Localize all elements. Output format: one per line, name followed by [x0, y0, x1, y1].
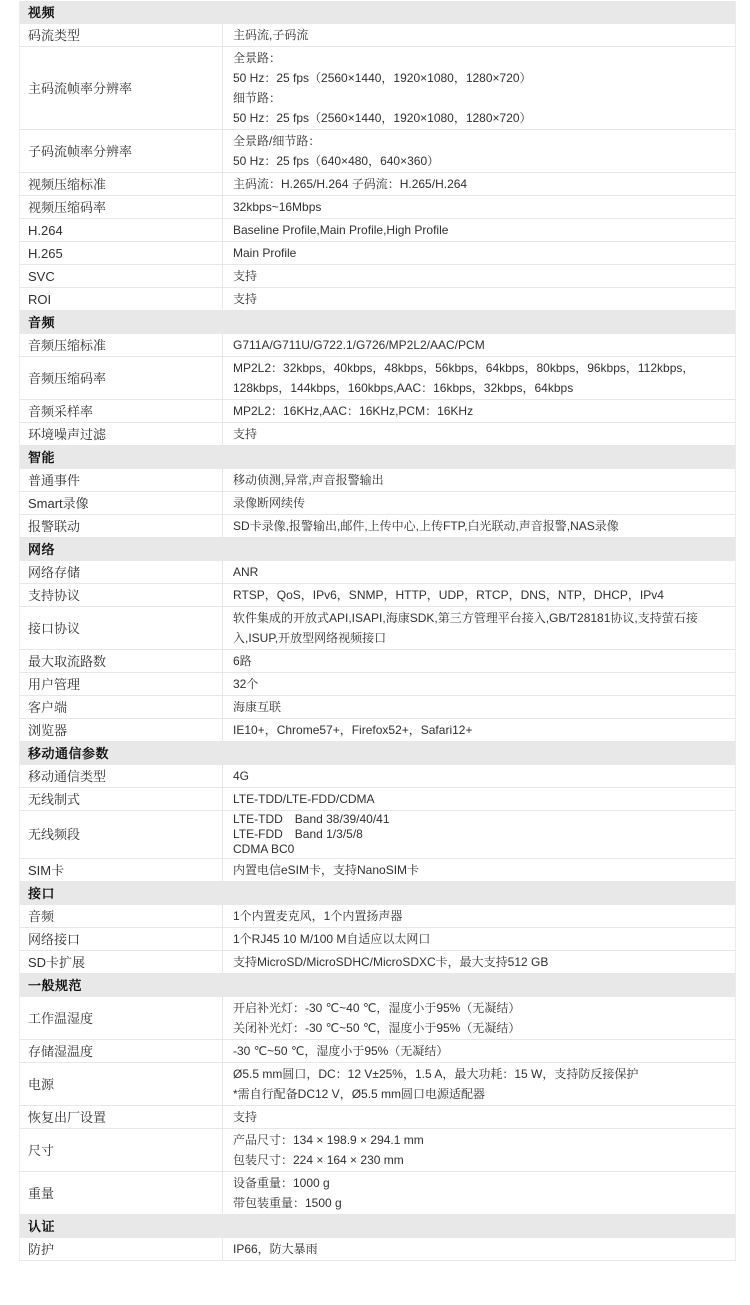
spec-value-line: -30 ℃~50 ℃，湿度小于95%（无凝结）: [233, 1044, 449, 1058]
spec-value: [223, 130, 735, 172]
spec-value-line: Ø5.5 mm圆口，DC：12 V±25%，1.5 A，最大功耗：15 W，支持防反接保护: [233, 1067, 639, 1081]
spec-row: [20, 195, 735, 218]
spec-label: 普通事件: [20, 469, 223, 491]
spec-label: 客户端: [20, 696, 223, 718]
spec-section: [20, 537, 735, 741]
section-header: 移动通信参数: [20, 741, 735, 765]
spec-row: [20, 399, 735, 422]
spec-value: [223, 265, 735, 287]
spec-row: [20, 583, 735, 606]
spec-value: [223, 1040, 735, 1062]
spec-label: 最大取流路数: [20, 650, 223, 672]
spec-label: 主码流帧率分辨率: [20, 47, 223, 129]
spec-value: [223, 469, 735, 491]
spec-value: [223, 1238, 735, 1260]
spec-label: 用户管理: [20, 673, 223, 695]
spec-label: 视频压缩标准: [20, 173, 223, 195]
spec-row: [20, 334, 735, 356]
spec-row: [20, 858, 735, 881]
spec-value: [223, 515, 735, 537]
spec-value: [223, 492, 735, 514]
spec-row: [20, 1039, 735, 1062]
spec-row: [20, 765, 735, 787]
spec-row: [20, 997, 735, 1039]
spec-label: 网络接口: [20, 928, 223, 950]
spec-value-line: 支持: [233, 269, 258, 283]
spec-row: [20, 172, 735, 195]
spec-row: [20, 422, 735, 445]
spec-label: H.264: [20, 219, 223, 241]
spec-value: [223, 719, 735, 741]
spec-label: 接口协议: [20, 607, 223, 649]
spec-row: [20, 1062, 735, 1105]
spec-value: [223, 905, 735, 927]
spec-label: 子码流帧率分辨率: [20, 130, 223, 172]
spec-row: [20, 905, 735, 927]
spec-label: 环境噪声过滤: [20, 423, 223, 445]
spec-label: 无线频段: [20, 811, 223, 858]
spec-label: 重量: [20, 1172, 223, 1214]
spec-row: [20, 356, 735, 399]
spec-value: [223, 24, 735, 46]
spec-label: SD卡扩展: [20, 951, 223, 973]
spec-value-line: ANR: [233, 565, 259, 579]
spec-value-line: 录像断网续传: [233, 496, 306, 510]
spec-value-line: 32个: [233, 677, 259, 691]
spec-value: [223, 607, 735, 649]
spec-section: [20, 1, 735, 310]
spec-value: [223, 561, 735, 583]
spec-value: [223, 951, 735, 973]
spec-value: [223, 1129, 735, 1171]
spec-value: [223, 196, 735, 218]
spec-value: [223, 1172, 735, 1214]
spec-value-line: 32kbps~16Mbps: [233, 200, 322, 214]
spec-value-line: LTE-TDD/LTE-FDD/CDMA: [233, 792, 375, 806]
spec-value: [223, 1106, 735, 1128]
spec-value: [223, 334, 735, 356]
spec-row: [20, 1105, 735, 1128]
spec-value-line: LTE-TDD Band 38/39/40/41: [233, 812, 390, 826]
spec-label: 电源: [20, 1063, 223, 1105]
spec-row: [20, 514, 735, 537]
spec-value: [223, 173, 735, 195]
spec-label: 支持协议: [20, 584, 223, 606]
spec-value: [223, 765, 735, 787]
spec-value: [223, 696, 735, 718]
spec-value: [223, 650, 735, 672]
spec-row: [20, 672, 735, 695]
spec-row: [20, 129, 735, 172]
spec-section: [20, 445, 735, 537]
spec-value-line: 全景路/细节路：: [233, 134, 321, 148]
spec-label: 音频: [20, 905, 223, 927]
spec-label: Smart录像: [20, 492, 223, 514]
spec-value-line: CDMA BC0: [233, 842, 295, 856]
spec-section: [20, 973, 735, 1214]
spec-value-line: G711A/G711U/G722.1/G726/MP2L2/AAC/PCM: [233, 338, 485, 352]
spec-row: [20, 491, 735, 514]
spec-value-line: LTE-FDD Band 1/3/5/8: [233, 827, 363, 841]
spec-label: 工作温湿度: [20, 997, 223, 1039]
spec-value-line: 关闭补光灯：-30 ℃~50 ℃，湿度小于95%（无凝结）: [233, 1021, 521, 1035]
spec-value-line: SD卡录像,报警输出,邮件,上传中心,上传FTP,白光联动,声音报警,NAS录像: [233, 519, 619, 533]
spec-row: [20, 1128, 735, 1171]
spec-label: H.265: [20, 242, 223, 264]
spec-row: [20, 218, 735, 241]
spec-label: 网络存储: [20, 561, 223, 583]
spec-value-line: 主码流：H.265/H.264 子码流：H.265/H.264: [233, 177, 468, 191]
spec-value: [223, 584, 735, 606]
spec-section: [20, 741, 735, 881]
spec-row: [20, 1171, 735, 1214]
spec-label: 报警联动: [20, 515, 223, 537]
spec-value: [223, 811, 735, 858]
spec-value-line: 包装尺寸：224 × 164 × 230 mm: [233, 1153, 404, 1167]
spec-label: 恢复出厂设置: [20, 1106, 223, 1128]
spec-value-line: 内置电信eSIM卡，支持NanoSIM卡: [233, 863, 420, 877]
spec-section: [20, 310, 735, 445]
spec-row: [20, 241, 735, 264]
spec-label: 码流类型: [20, 24, 223, 46]
spec-value-line: 4G: [233, 769, 250, 783]
spec-row: [20, 287, 735, 310]
spec-value: [223, 288, 735, 310]
spec-value-line: *需自行配备DC12 V，Ø5.5 mm圆口电源适配器: [233, 1087, 486, 1101]
spec-value-line: IE10+，Chrome57+，Firefox52+，Safari12+: [233, 723, 473, 737]
spec-value: [223, 1063, 735, 1105]
spec-row: [20, 24, 735, 46]
spec-value-line: 带包装重量：1500 g: [233, 1196, 342, 1210]
spec-value-line: 支持: [233, 292, 258, 306]
spec-value: [223, 928, 735, 950]
spec-label: 音频压缩码率: [20, 357, 223, 399]
spec-value-line: Baseline Profile,Main Profile,High Profile: [233, 223, 449, 237]
spec-value-line: 6路: [233, 654, 252, 668]
spec-row: [20, 469, 735, 491]
spec-value-line: MP2L2：16KHz,AAC：16KHz,PCM：16KHz: [233, 404, 474, 418]
spec-value-line: Main Profile: [233, 246, 297, 260]
spec-row: [20, 695, 735, 718]
spec-value: [223, 423, 735, 445]
spec-value-line: 支持MicroSD/MicroSDHC/MicroSDXC卡，最大支持512 GB: [233, 955, 549, 969]
spec-section: [20, 1214, 735, 1260]
spec-value: [223, 357, 735, 399]
spec-label: 尺寸: [20, 1129, 223, 1171]
spec-row: [20, 927, 735, 950]
spec-value-line: 1个RJ45 10 M/100 M自适应以太网口: [233, 932, 431, 946]
spec-value: [223, 219, 735, 241]
spec-row: [20, 606, 735, 649]
spec-label: 移动通信类型: [20, 765, 223, 787]
spec-row: [20, 264, 735, 287]
spec-value-line: 开启补光灯：-30 ℃~40 ℃，湿度小于95%（无凝结）: [233, 1001, 521, 1015]
spec-value: [223, 673, 735, 695]
spec-value-line: 主码流,子码流: [233, 28, 309, 42]
spec-value-line: RTSP，QoS，IPv6，SNMP，HTTP，UDP，RTCP，DNS，NTP，DHCP，IPv4: [233, 588, 664, 602]
spec-value: [223, 997, 735, 1039]
spec-value-line: MP2L2：32kbps，40kbps，48kbps，56kbps，64kbps，80kbps，96kbps，112kbps，128kbps，144kbps，160kbps,AAC：16kbps，32kbps，64kbps: [233, 361, 695, 395]
spec-label: SVC: [20, 265, 223, 287]
section-header: 视频: [20, 1, 735, 24]
spec-row: [20, 787, 735, 810]
spec-row: [20, 950, 735, 973]
spec-value-line: 设备重量：1000 g: [233, 1176, 330, 1190]
spec-label: 视频压缩码率: [20, 196, 223, 218]
spec-value: [223, 788, 735, 810]
section-header: 接口: [20, 881, 735, 905]
spec-label: 无线制式: [20, 788, 223, 810]
spec-label: 音频采样率: [20, 400, 223, 422]
spec-section: [20, 881, 735, 973]
spec-value-line: IP66，防大暴雨: [233, 1242, 318, 1256]
spec-value-line: 支持: [233, 1110, 258, 1124]
spec-value-line: 50 Hz：25 fps（2560×1440，1920×1080，1280×720）: [233, 71, 532, 85]
spec-value-line: 软件集成的开放式API,ISAPI,海康SDK,第三方管理平台接入,GB/T28181协议,支持萤石接入,ISUP,开放型网络视频接口: [233, 611, 698, 645]
spec-label: 音频压缩标准: [20, 334, 223, 356]
spec-value: [223, 47, 735, 129]
spec-label: 浏览器: [20, 719, 223, 741]
spec-row: [20, 649, 735, 672]
spec-value-line: 50 Hz：25 fps（640×480，640×360）: [233, 154, 440, 168]
spec-value-line: 1个内置麦克风，1个内置扬声器: [233, 909, 403, 923]
spec-label: 存储湿温度: [20, 1040, 223, 1062]
section-header: 一般规范: [20, 973, 735, 997]
section-header: 认证: [20, 1214, 735, 1238]
spec-value: [223, 242, 735, 264]
spec-value-line: 细节路：: [233, 91, 282, 105]
spec-label: ROI: [20, 288, 223, 310]
spec-value: [223, 859, 735, 881]
spec-value: [223, 400, 735, 422]
spec-row: [20, 1238, 735, 1260]
spec-table: [19, 1, 736, 1261]
spec-row: [20, 810, 735, 858]
spec-value-line: 支持: [233, 427, 258, 441]
spec-label: 防护: [20, 1238, 223, 1260]
section-header: 智能: [20, 445, 735, 469]
spec-value-line: 全景路：: [233, 51, 282, 65]
section-header: 网络: [20, 537, 735, 561]
section-header: 音频: [20, 310, 735, 334]
spec-value-line: 50 Hz：25 fps（2560×1440，1920×1080，1280×720）: [233, 111, 532, 125]
spec-row: [20, 718, 735, 741]
spec-value-line: 海康互联: [233, 700, 282, 714]
spec-value-line: 移动侦测,异常,声音报警输出: [233, 473, 384, 487]
spec-label: SIM卡: [20, 859, 223, 881]
spec-row: [20, 561, 735, 583]
spec-value-line: 产品尺寸：134 × 198.9 × 294.1 mm: [233, 1133, 424, 1147]
spec-row: [20, 46, 735, 129]
